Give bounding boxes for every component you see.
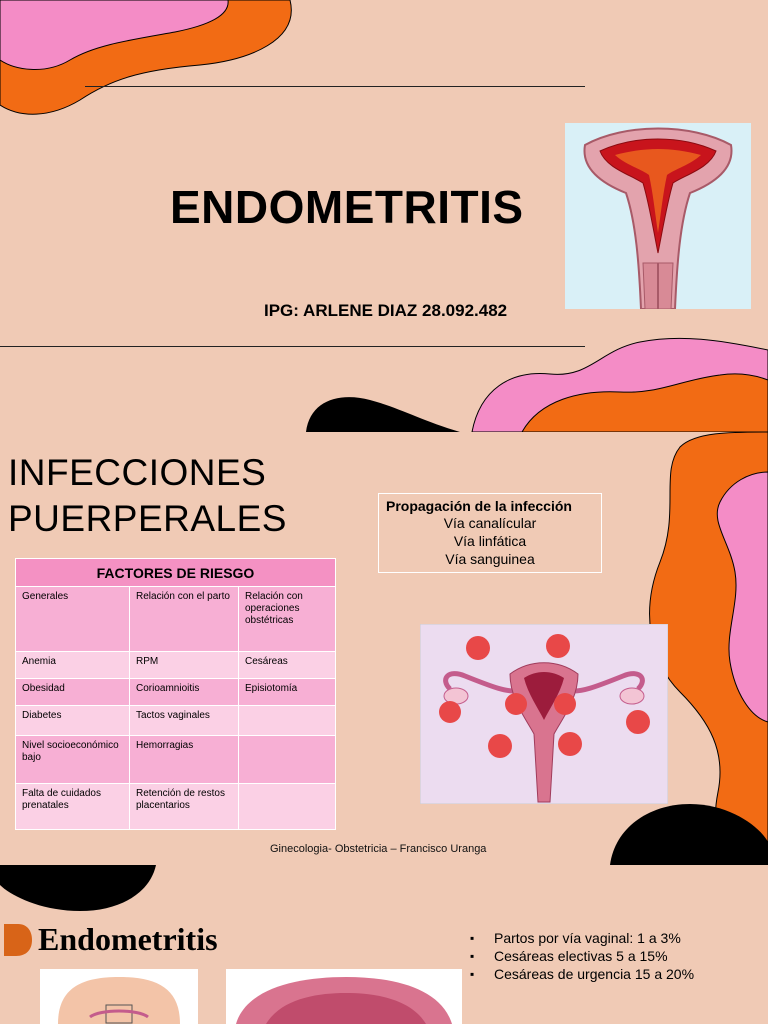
- table-row: [16, 706, 336, 736]
- propagation-box: [378, 493, 602, 573]
- table-cell: [239, 706, 336, 736]
- table-cell: Hemorragias: [130, 736, 239, 784]
- page-title: ENDOMETRITIS: [170, 181, 524, 233]
- propagation-item: Vía linfática: [453, 533, 527, 549]
- table-cell: Nivel socioeconómico bajo: [16, 736, 130, 784]
- table-cell: Episiotomía: [239, 679, 336, 706]
- table-cell: Diabetes: [16, 706, 130, 736]
- uterus-surface-image: [226, 969, 462, 1024]
- table-cell: [239, 784, 336, 830]
- slide-endometritis: [0, 865, 768, 1024]
- table-row: [16, 784, 336, 830]
- top-divider: [85, 86, 585, 87]
- author-line: IPG: ARLENE DIAZ 28.092.482: [264, 301, 508, 320]
- decor-black-arc: [0, 865, 160, 915]
- decor-wave-top-left: [0, 0, 300, 120]
- risk-factors-table: [15, 558, 336, 830]
- slide-title: [0, 0, 768, 432]
- section-title-line2: PUERPERALES: [8, 498, 287, 539]
- table-row: [16, 736, 336, 784]
- list-item: ▪ Partos por vía vaginal: 1 a 3%: [470, 929, 694, 947]
- table-cell: Relación con operaciones obstétricas: [239, 587, 336, 652]
- table-cell: Cesáreas: [239, 652, 336, 679]
- table-cell: Tactos vaginales: [130, 706, 239, 736]
- leaf-icon: [4, 924, 32, 956]
- list-item: ▪ Cesáreas electivas 5 a 15%: [470, 947, 694, 965]
- uterus-with-viruses-illustration: [420, 624, 668, 804]
- table-cell: Generales: [16, 587, 130, 652]
- propagation-title: Propagación de la infección: [386, 498, 572, 514]
- table-cell: RPM: [130, 652, 239, 679]
- table-cell: Corioamnioitis: [130, 679, 239, 706]
- table-cell: Retención de restos placentarios: [130, 784, 239, 830]
- slide-heading: Endometritis: [38, 921, 218, 957]
- table-row: [16, 587, 336, 652]
- list-item: ▪ Cesáreas de urgencia 15 a 20%: [470, 965, 694, 983]
- table-row: [16, 679, 336, 706]
- decor-wave-bottom: [300, 330, 768, 432]
- table-cell: Relación con el parto: [130, 587, 239, 652]
- section-title: [8, 450, 287, 542]
- uterus-cross-section-illustration: [565, 123, 751, 309]
- table-cell: Anemia: [16, 652, 130, 679]
- table-cell: [239, 736, 336, 784]
- slide-infections: [0, 432, 768, 865]
- propagation-item: Vía sanguinea: [445, 551, 535, 567]
- table-cell: Falta de cuidados prenatales: [16, 784, 130, 830]
- propagation-item: Vía canalícular: [443, 515, 537, 531]
- section-title-line1: INFECCIONES: [8, 452, 267, 493]
- pelvic-anatomy-image: [40, 969, 198, 1024]
- table-cell: Obesidad: [16, 679, 130, 706]
- footer-text: Ginecologia- Obstetricia – Francisco Uranga: [270, 843, 487, 855]
- table-header: FACTORES DE RIESGO: [16, 559, 336, 587]
- statistics-list: [470, 929, 694, 983]
- table-row: [16, 652, 336, 679]
